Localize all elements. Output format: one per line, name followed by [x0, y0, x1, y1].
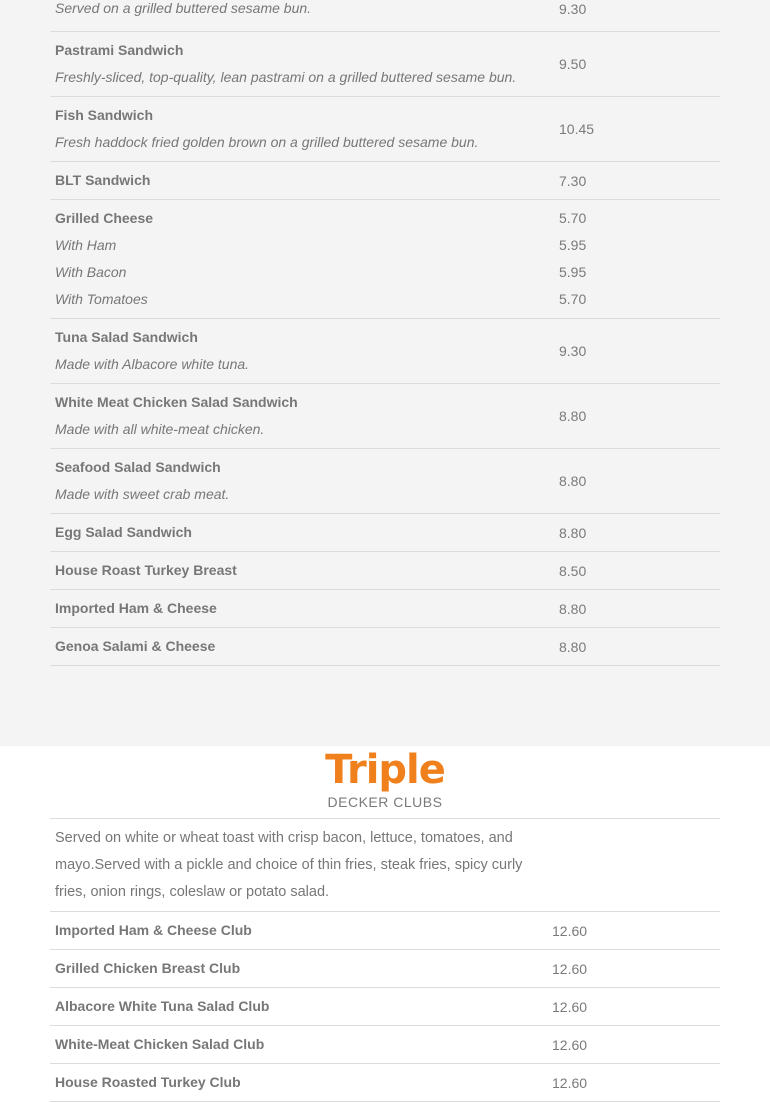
menu-row-egg — [50, 514, 720, 552]
item-price: 7.30 — [559, 172, 587, 189]
item-name: Pastrami Sandwich — [55, 42, 184, 58]
item-name: White-Meat Chicken Salad Club — [55, 1036, 265, 1052]
item-option: With Tomatoes — [55, 291, 148, 307]
item-option: With Bacon — [55, 264, 127, 280]
item-description: Fresh haddock fried golden brown on a grilled buttered sesame bun. — [55, 134, 479, 150]
item-price: 12.60 — [552, 998, 588, 1015]
item-description: Made with sweet crab meat. — [55, 486, 230, 502]
item-price: 9.30 — [559, 0, 587, 17]
item-name: Imported Ham & Cheese — [55, 600, 217, 616]
item-name: House Roasted Turkey Club — [55, 1074, 241, 1090]
item-description: Made with Albacore white tuna. — [55, 356, 250, 372]
menu-row-salami — [50, 628, 720, 666]
item-name: White Meat Chicken Salad Sandwich — [55, 394, 298, 410]
item-name: Albacore White Tuna Salad Club — [55, 998, 270, 1014]
item-name: Grilled Chicken Breast Club — [55, 960, 241, 976]
item-price: 12.60 — [552, 960, 588, 977]
item-description: Freshly-sliced, top-quality, lean pastrami on a grilled buttered sesame bun. — [55, 69, 517, 85]
option-price: 5.95 — [559, 237, 587, 253]
item-price: 9.30 — [559, 343, 587, 359]
item-price: 10.45 — [559, 121, 595, 137]
item-price: 8.80 — [559, 524, 587, 541]
club-row — [50, 1026, 720, 1064]
section-title: Triple — [325, 747, 445, 793]
sandwich-menu-table — [50, 0, 720, 666]
club-row — [50, 950, 720, 988]
club-row — [50, 912, 720, 950]
menu-row-pastrami — [50, 32, 720, 97]
item-price: 8.80 — [559, 600, 587, 617]
item-option: With Ham — [55, 237, 117, 253]
section-subtitle: DECKER CLUBS — [327, 794, 443, 810]
item-name: Grilled Cheese — [55, 210, 154, 226]
menu-row-tuna — [50, 319, 720, 384]
clubs-section — [0, 746, 770, 1091]
item-price: 8.80 — [559, 638, 587, 655]
item-price: 12.60 — [552, 1074, 588, 1091]
option-price: 5.95 — [559, 264, 587, 280]
item-name: Egg Salad Sandwich — [55, 524, 192, 540]
item-description: Made with all white-meat chicken. — [55, 421, 265, 437]
item-price: 9.50 — [559, 56, 587, 72]
option-price: 5.70 — [559, 291, 587, 307]
item-price: 12.60 — [552, 922, 588, 939]
item-description: Served on a grilled buttered sesame bun. — [55, 0, 312, 16]
menu-row-fish — [50, 97, 720, 162]
item-price: 12.60 — [552, 1036, 588, 1053]
clubs-intro-row — [50, 818, 720, 912]
item-price: 8.80 — [559, 408, 587, 424]
club-row — [50, 988, 720, 1026]
item-price: 8.80 — [559, 473, 587, 489]
menu-row-turkey — [50, 552, 720, 590]
club-row — [50, 1064, 720, 1102]
item-name: Genoa Salami & Cheese — [55, 638, 216, 654]
menu-row-chicken-salad — [50, 384, 720, 449]
clubs-menu-table — [50, 818, 720, 1102]
menu-row-seafood — [50, 449, 720, 514]
item-name: BLT Sandwich — [55, 172, 151, 188]
item-name: Fish Sandwich — [55, 107, 154, 123]
item-name: House Roast Turkey Breast — [55, 562, 237, 578]
item-price: 8.50 — [559, 562, 587, 579]
item-price: 5.70 — [559, 210, 587, 226]
menu-row-partial — [50, 0, 720, 32]
menu-row-ham-cheese — [50, 590, 720, 628]
item-name: Imported Ham & Cheese Club — [55, 922, 252, 938]
menu-row-blt — [50, 162, 720, 200]
clubs-intro-text: Served on white or wheat toast with crisp bacon, lettuce, tomatoes, and mayo.Served with a pickle and choice of thin fries, steak fries, spicy curly fries, onion rings, coleslaw or potato salad. — [55, 830, 523, 900]
menu-row-grilled-cheese — [50, 200, 720, 319]
item-name: Seafood Salad Sandwich — [55, 459, 221, 475]
item-name: Tuna Salad Sandwich — [55, 329, 198, 345]
